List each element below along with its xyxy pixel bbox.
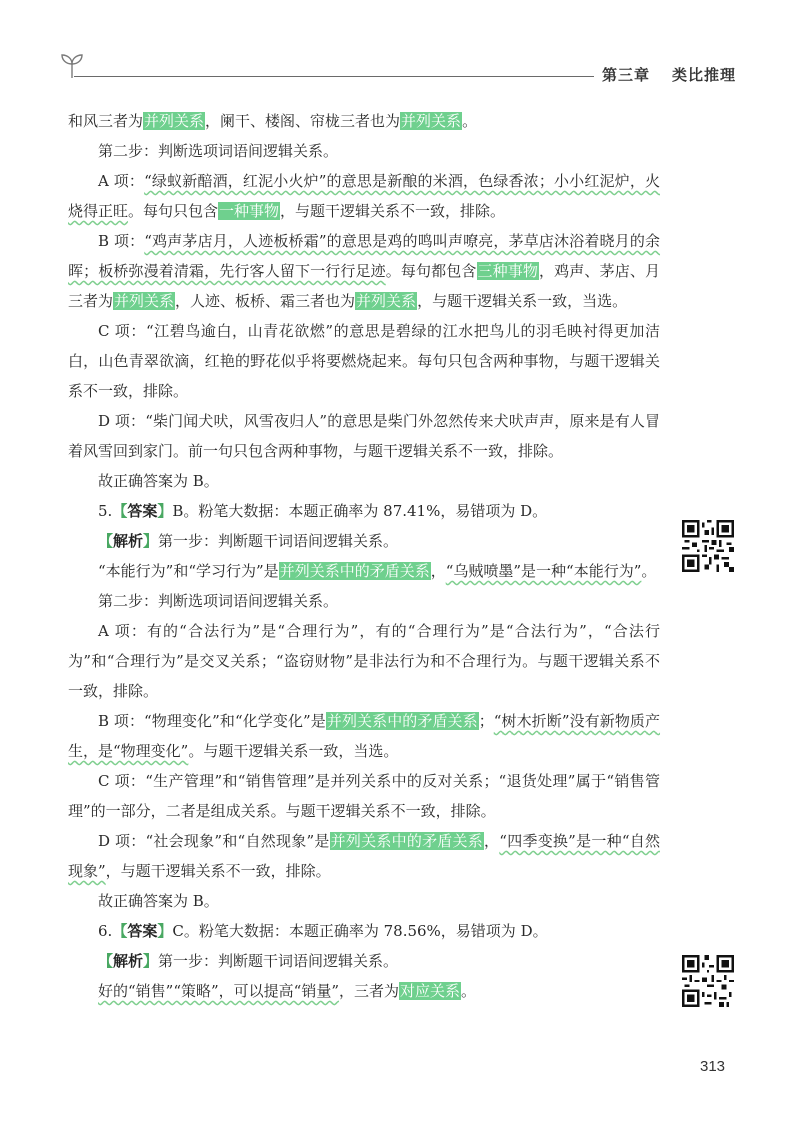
analysis-line-6: 【解析】第一步：判断题干词语间逻辑关系。 [98, 952, 399, 970]
answer-tag: 【答案】 [112, 922, 173, 940]
answer-line-5: 5.【答案】B。粉笔大数据：本题正确率为 87.41%，易错项为 D。 [98, 502, 548, 520]
header-rule [74, 76, 594, 77]
paragraph: 第二步：判断选项词语间逻辑关系。 [98, 142, 339, 160]
highlight: 并列关系 [114, 292, 175, 310]
paragraph: 好的“销售”“策略”，可以提高“销量”，三者为对应关系。 [98, 982, 477, 1000]
answer-conclusion: 故正确答案为 B。 [98, 892, 219, 910]
option-b-paragraph: B 项：“物理变化”和“化学变化”是并列关系中的矛盾关系；“树木折断”没有新物质产生，是“物理变化”。与题干逻辑关系一致，当选。 [68, 712, 661, 760]
option-c-paragraph: C 项：“江碧鸟逾白，山青花欲燃”的意思是碧绿的江水把鸟儿的羽毛映衬得更加洁白，山色青翠欲滴，红艳的野花似乎将要燃烧起来。每句只包含两种事物，与题干逻辑关系不一致，排除。 [68, 322, 660, 400]
answer-line-6: 6.【答案】C。粉笔大数据：本题正确率为 78.56%，易错项为 D。 [98, 922, 548, 940]
option-a-paragraph: A 项：有的“合法行为”是“合理行为”，有的“合理行为”是“合法行为”，“合法行为”和“合理行为”是交叉关系；“盗窃财物”是非法行为和不合理行为。与题干逻辑关系不一致，排除。 [68, 622, 660, 700]
option-c-paragraph: C 项：“生产管理”和“销售管理”是并列关系中的反对关系；“退货处理”属于“销售管理”的一部分，二者是组成关系。与题干逻辑关系不一致，排除。 [68, 772, 660, 820]
highlight: 并列关系中的矛盾关系 [330, 832, 484, 850]
option-b-paragraph: B 项：“鸡声茅店月，人迹板桥霜”的意思是鸡的鸣叫声嘹亮，茅草店沐浴着晓月的余晖；板桥弥漫着清霜，先行客人留下一行行足迹。每句都包含三种事物，鸡声、茅店、月三者为并列关系，人迹、板桥、霜三者也为并列关系，与题干逻辑关系一致，当选。 [68, 232, 661, 310]
page-content [68, 106, 660, 1006]
wavy-underline: 好的“销售”“策略”，可以提高“销量” [98, 982, 340, 1000]
page-header [0, 0, 800, 100]
analysis-line-5: 【解析】第一步：判断题干词语间逻辑关系。 [98, 532, 399, 550]
paragraph: 和风三者为并列关系，阑干、楼阁、帘栊三者也为并列关系。 [68, 112, 478, 130]
chapter-heading [602, 64, 736, 85]
option-a-paragraph: A 项：“绿蚁新醅酒，红泥小火炉”的意思是新酿的米酒，色绿香浓；小小红泥炉，火烧得正旺。每句只包含一种事物，与题干逻辑关系不一致，排除。 [68, 172, 660, 220]
page-number: 313 [700, 1058, 726, 1075]
chapter-number: 第三章 [602, 66, 651, 84]
answer-conclusion: 故正确答案为 B。 [98, 472, 219, 490]
highlight: 对应关系 [400, 982, 461, 1000]
wavy-underline: “树木折断”没有新物质产生，是“物理变化” [68, 712, 661, 760]
wavy-underline: “四季变换”是一种“自然现象” [68, 832, 660, 880]
highlight: 并列关系 [356, 292, 417, 310]
wavy-underline: “绿蚁新醅酒，红泥小火炉”的意思是新酿的米酒，色绿香浓；小小红泥炉，火烧得正旺 [68, 172, 660, 220]
highlight: 并列关系 [144, 112, 205, 130]
paragraph: “本能行为”和“学习行为”是并列关系中的矛盾关系，“乌贼喷墨”是一种“本能行为”。 [98, 562, 657, 580]
answer-tag: 【答案】 [112, 502, 173, 520]
analysis-tag: 【解析】 [98, 532, 159, 550]
analysis-tag: 【解析】 [98, 952, 159, 970]
paragraph: 第二步：判断选项词语间逻辑关系。 [98, 592, 339, 610]
highlight: 一种事物 [219, 202, 280, 220]
wavy-underline: “鸡声茅店月，人迹板桥霜”的意思是鸡的鸣叫声嘹亮，茅草店沐浴着晓月的余晖；板桥弥漫着清霜，先行客人留下一行行足迹 [68, 232, 661, 280]
chapter-title: 类比推理 [672, 66, 737, 84]
qr-code-icon[interactable] [682, 955, 734, 1007]
option-d-paragraph: D 项：“柴门闻犬吠，风雪夜归人”的意思是柴门外忽然传来犬吠声声，原来是有人冒着风雪回到家门。前一句只包含两种事物，与题干逻辑关系不一致，排除。 [68, 412, 660, 460]
highlight: 三种事物 [477, 262, 539, 280]
wavy-underline: “乌贼喷墨”是一种“本能行为” [445, 562, 642, 580]
highlight: 并列关系中的矛盾关系 [279, 562, 430, 580]
highlight: 并列关系中的矛盾关系 [326, 712, 478, 730]
qr-code-icon[interactable] [682, 520, 734, 572]
highlight: 并列关系 [401, 112, 462, 130]
option-d-paragraph: D 项：“社会现象”和“自然现象”是并列关系中的矛盾关系，“四季变换”是一种“自然现象”，与题干逻辑关系不一致，排除。 [68, 832, 660, 880]
